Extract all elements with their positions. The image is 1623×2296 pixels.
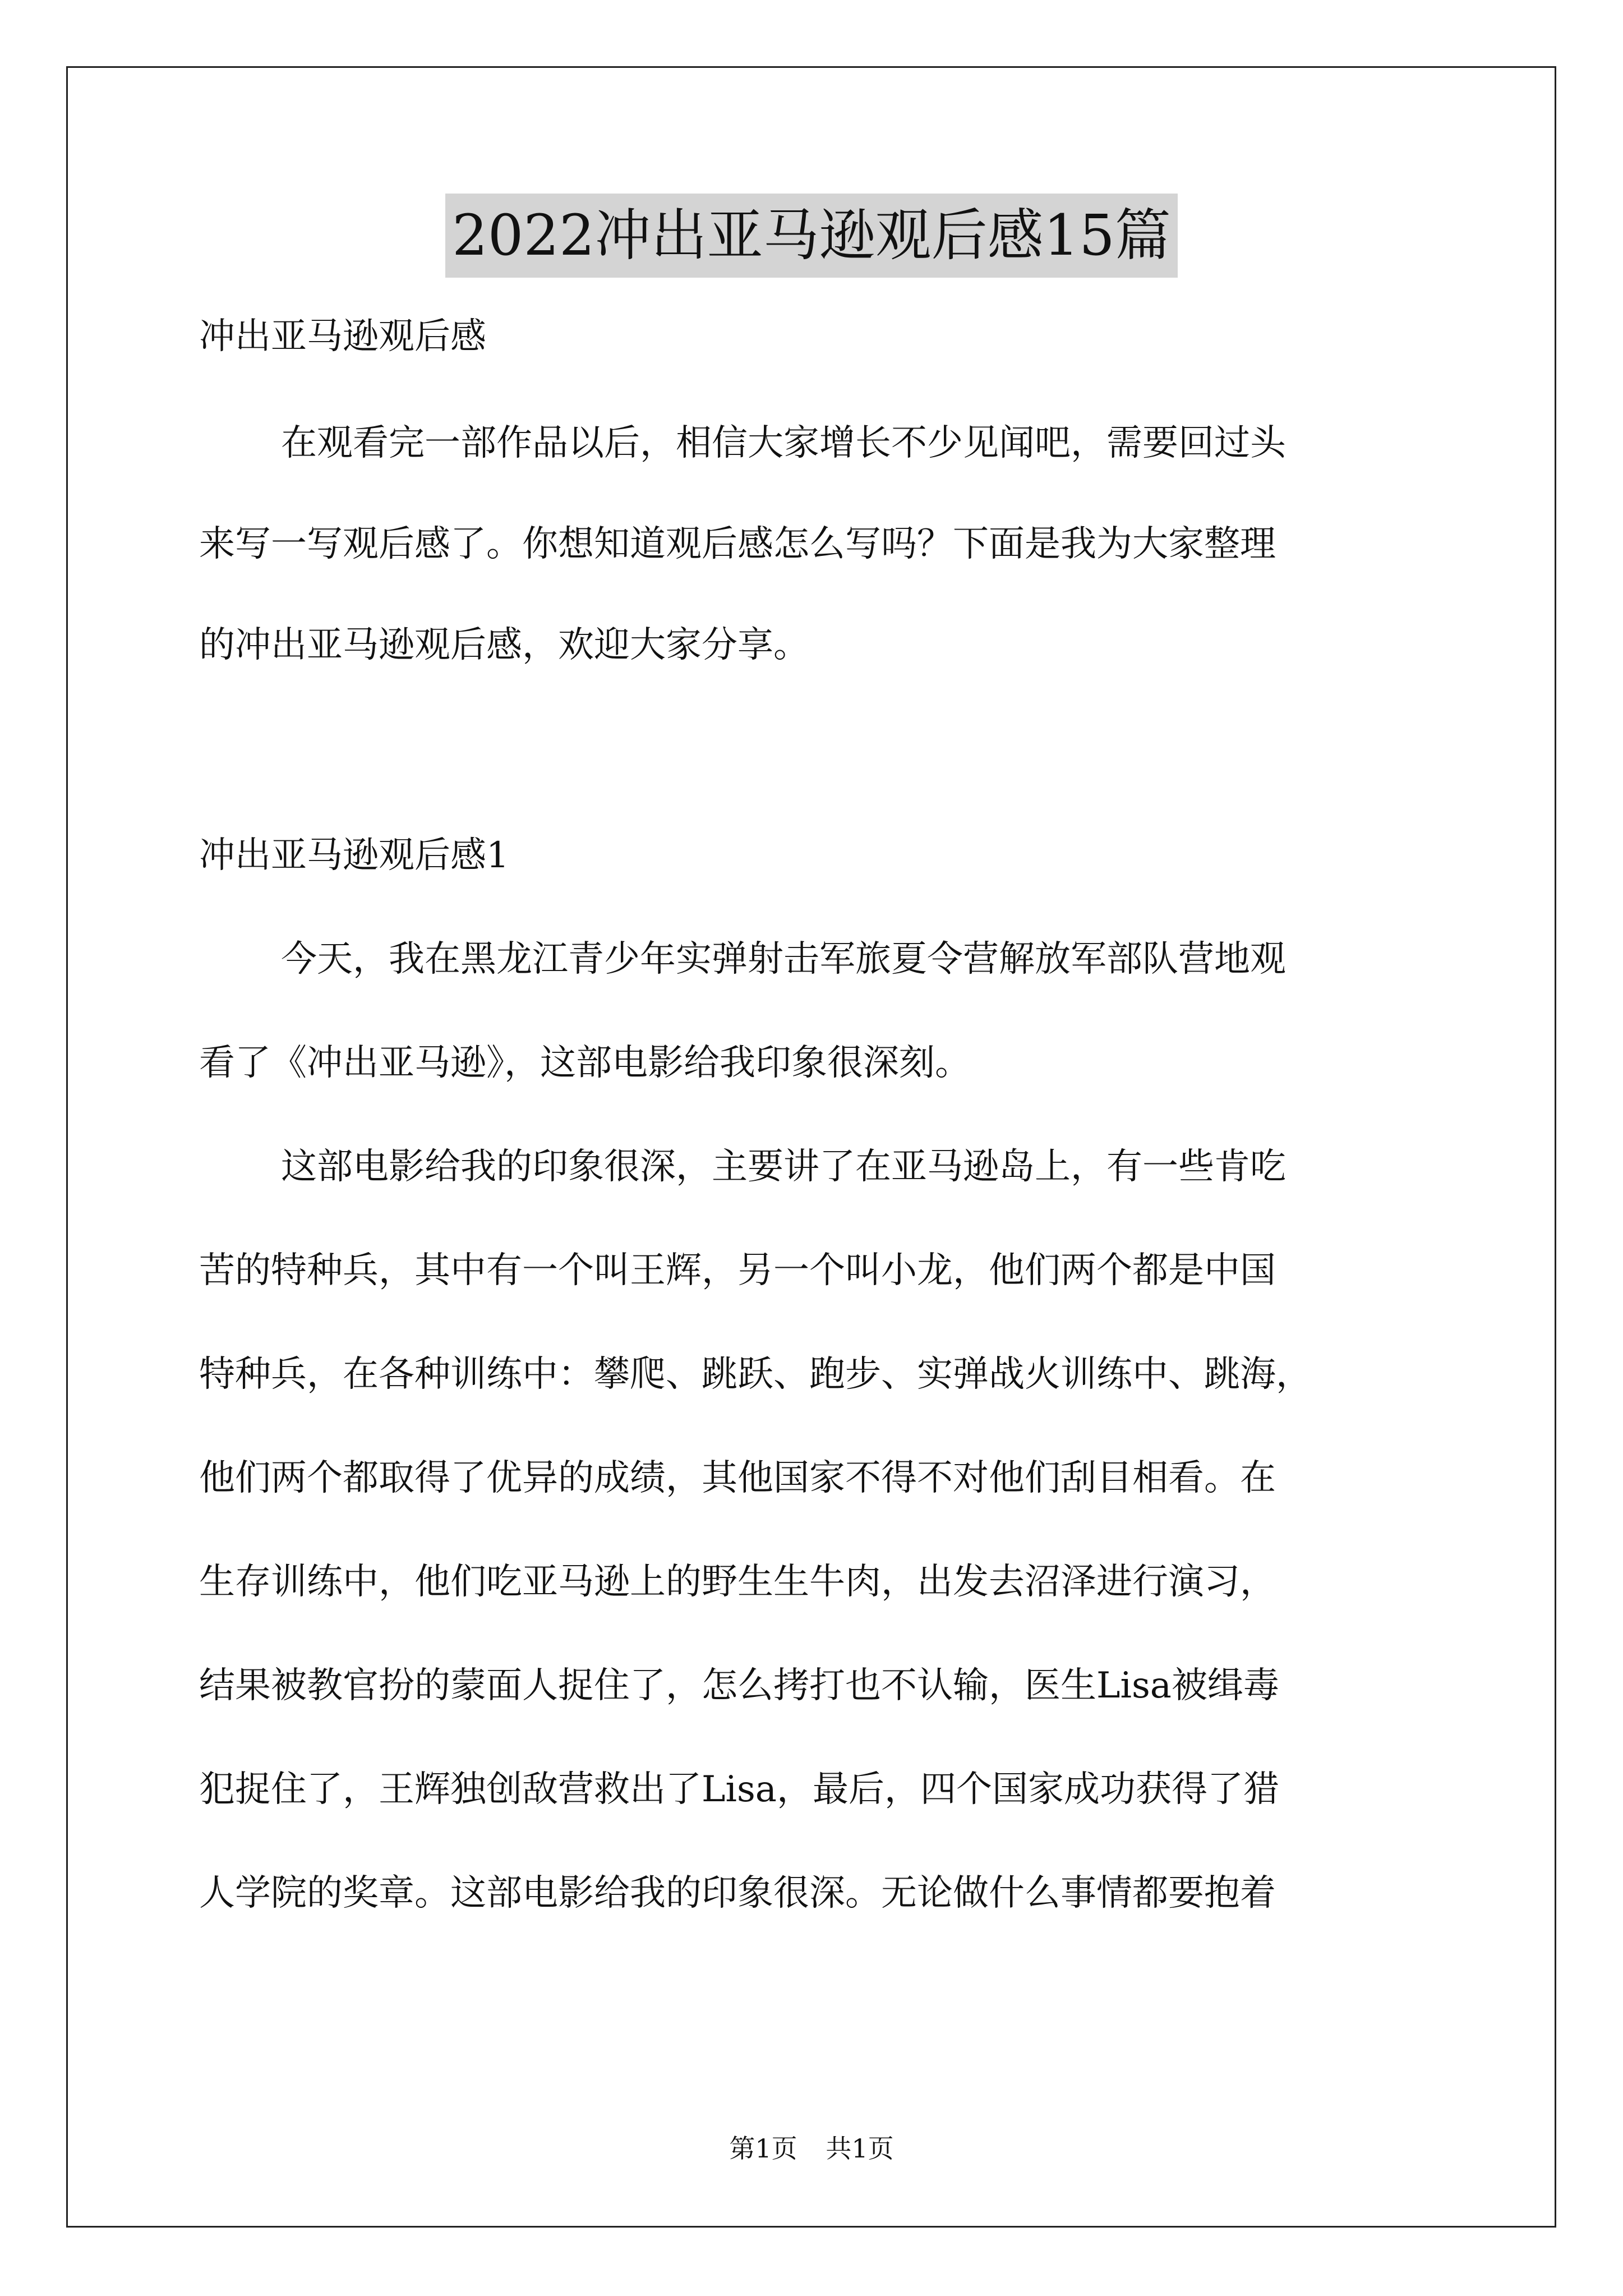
paragraph-line: 看了《冲出亚马逊》，这部电影给我印象很深刻。 — [199, 1042, 971, 1084]
page-footer — [0, 2132, 1623, 2165]
title-container — [0, 194, 1623, 278]
paragraph-line: 的冲出亚马逊观后感，欢迎大家分享。 — [199, 624, 809, 666]
paragraph-line: 生存训练中，他们吃亚马逊上的野生生牛肉，出发去沼泽进行演习， — [199, 1561, 1276, 1603]
section-heading: 冲出亚马逊观后感 — [199, 316, 486, 357]
paragraph-line: 今天，我在黑龙江青少年实弹射击军旅夏令营解放军部队营地观 — [281, 938, 1286, 980]
page-number: 第1页 — [729, 2133, 797, 2164]
paragraph-line: 这部电影给我的印象很深，主要讲了在亚马逊岛上，有一些肯吃 — [281, 1146, 1286, 1188]
page-total: 共1页 — [826, 2133, 894, 2164]
paragraph-line: 在观看完一部作品以后，相信大家增长不少见闻吧，需要回过头 — [281, 422, 1286, 464]
paragraph-line: 犯捉住了，王辉独创敌营救出了Lisa，最后，四个国家成功获得了猎 — [199, 1769, 1279, 1810]
paragraph-line: 他们两个都取得了优异的成绩，其他国家不得不对他们刮目相看。在 — [199, 1457, 1276, 1499]
paragraph-line: 人学院的奖章。这部电影给我的印象很深。无论做什么事情都要抱着 — [199, 1872, 1276, 1914]
paragraph-line: 苦的特种兵，其中有一个叫王辉，另一个叫小龙，他们两个都是中国 — [199, 1250, 1276, 1291]
document-title: 2022冲出亚马逊观后感15篇 — [445, 194, 1178, 278]
paragraph-line: 特种兵，在各种训练中：攀爬、跳跃、跑步、实弹战火训练中、跳海， — [199, 1354, 1312, 1395]
paragraph-line: 来写一写观后感了。你想知道观后感怎么写吗？下面是我为大家整理 — [199, 523, 1276, 565]
paragraph-line: 结果被教官扮的蒙面人捉住了，怎么拷打也不认输，医生Lisa被缉毒 — [199, 1665, 1279, 1706]
section-heading: 冲出亚马逊观后感1 — [199, 835, 509, 876]
